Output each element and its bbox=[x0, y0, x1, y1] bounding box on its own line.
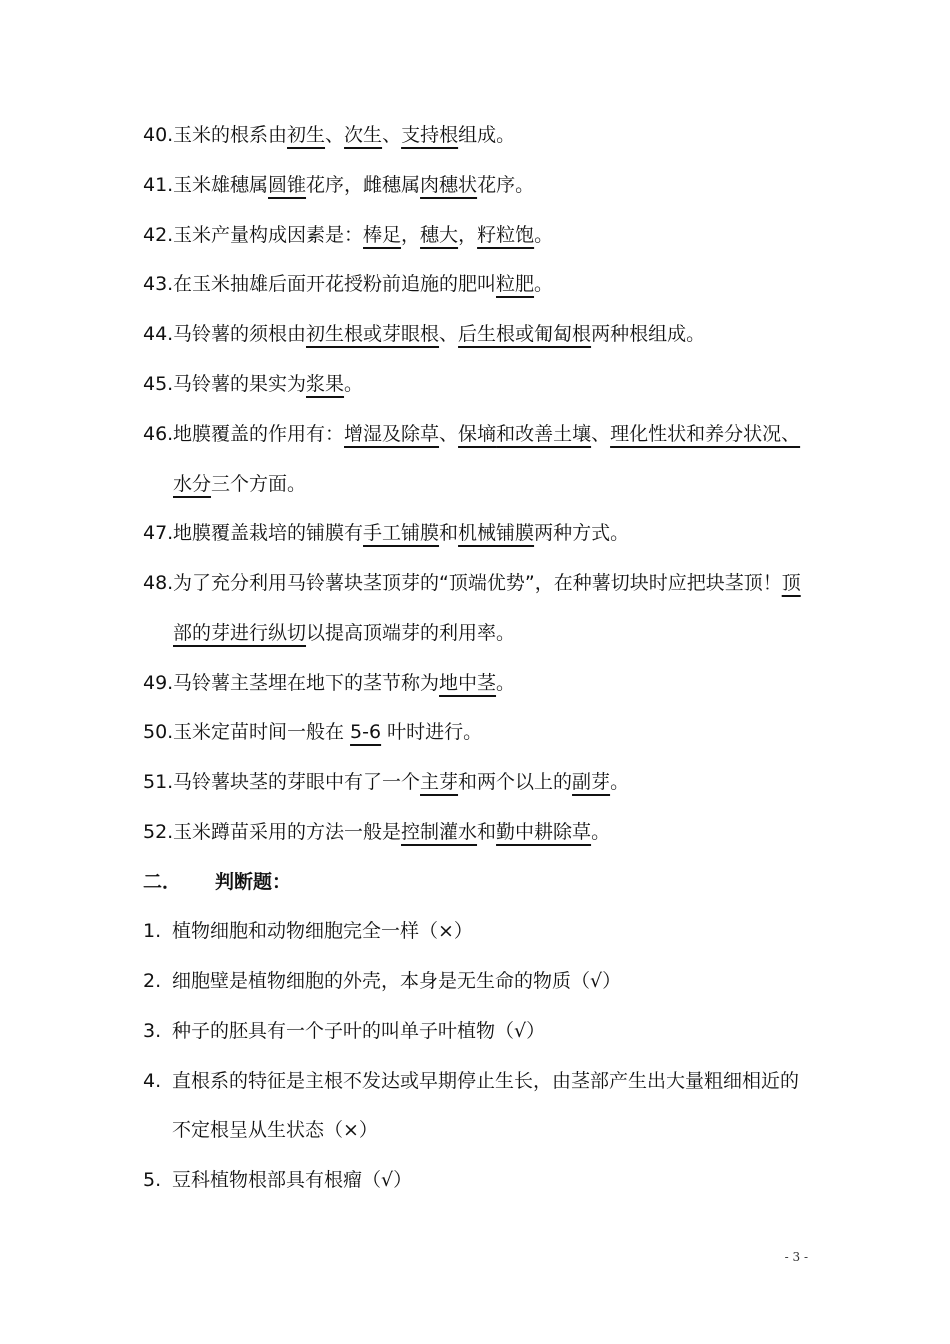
answer-blank: 支持根 bbox=[401, 124, 459, 146]
item-number: 5. bbox=[143, 1169, 162, 1191]
item-text: 为了充分利用马铃薯块茎顶芽的“顶端优势”，在种薯切块时应把块茎顶！顶 bbox=[173, 572, 801, 594]
item-number: 50. bbox=[143, 721, 174, 743]
answer-blank: 水分 bbox=[173, 473, 212, 495]
item-number: 45. bbox=[143, 373, 174, 395]
item-text: 种子的胚具有一个子叶的叫单子叶植物（√） bbox=[172, 1020, 546, 1042]
section-number: 二． bbox=[143, 871, 182, 893]
answer-blank: 地中茎 bbox=[439, 672, 497, 694]
item-number: 51. bbox=[143, 771, 174, 793]
item-number: 52. bbox=[143, 821, 174, 843]
item-text: 地膜覆盖的作用有：增湿及除草、保墒和改善土壤、理化性状和养分状况、 bbox=[173, 423, 801, 445]
item-number: 40. bbox=[143, 124, 174, 146]
answer-blank: 初生 bbox=[287, 124, 326, 146]
section-title: 判断题： bbox=[215, 871, 292, 893]
item-number: 42. bbox=[143, 224, 174, 246]
answer-blank: 增湿及除草 bbox=[344, 423, 440, 445]
item-text: 玉米蹲苗采用的方法一般是控制灌水和勤中耕除草。 bbox=[173, 821, 611, 843]
answer-blank: 和改善土壤 bbox=[496, 423, 592, 445]
answer-blank: 机械铺膜 bbox=[458, 522, 535, 544]
item-text: 马铃薯主茎埋在地下的茎节称为地中茎。 bbox=[173, 672, 516, 694]
item-number: 44. bbox=[143, 323, 174, 345]
item-number: 1. bbox=[143, 920, 162, 942]
item-text: 细胞壁是植物细胞的外壳，本身是无生命的物质（√） bbox=[172, 970, 622, 992]
item-text: 马铃薯的须根由初生根或芽眼根、后生根或匍匐根两种根组成。 bbox=[173, 323, 706, 345]
answer-blank: 部的芽进行纵切 bbox=[173, 622, 307, 644]
answer-blank: 粒肥 bbox=[496, 273, 535, 295]
item-text: 马铃薯的果实为浆果。 bbox=[173, 373, 364, 395]
answer-blank: 主芽 bbox=[420, 771, 459, 793]
item-text: 水分三个方面。 bbox=[173, 473, 307, 495]
section-heading bbox=[143, 865, 291, 899]
item-number: 43. bbox=[143, 273, 174, 295]
answer-blank: 籽粒饱 bbox=[477, 224, 535, 246]
item-number: 49. bbox=[143, 672, 174, 694]
item-text: 玉米产量构成因素是：棒足，穗大，籽粒饱。 bbox=[173, 224, 554, 246]
answer-blank: 次生 bbox=[344, 124, 383, 146]
item-text: 豆科植物根部具有根瘤（√） bbox=[172, 1169, 413, 1191]
item-text: 不定根呈从生状态（×） bbox=[172, 1119, 378, 1141]
answer-blank: 保墒 bbox=[458, 423, 497, 445]
answer-blank: 穗大 bbox=[420, 224, 459, 246]
item-text: 地膜覆盖栽培的铺膜有手工铺膜和机械铺膜两种方式。 bbox=[173, 522, 630, 544]
answer-blank: 圆锥 bbox=[268, 174, 307, 196]
answer-blank: 浆果 bbox=[306, 373, 345, 395]
answer-blank: 初生根或芽眼根 bbox=[306, 323, 440, 345]
answer-blank: 副芽 bbox=[572, 771, 611, 793]
item-text: 直根系的特征是主根不发达或早期停止生长，由茎部产生出大量粗细相近的 bbox=[172, 1070, 800, 1092]
item-number: 47. bbox=[143, 522, 174, 544]
item-number: 3. bbox=[143, 1020, 162, 1042]
answer-blank: 5-6 bbox=[350, 721, 382, 743]
item-text: 在玉米抽雄后面开花授粉前追施的肥叫粒肥。 bbox=[173, 273, 554, 295]
answer-blank: 棒足 bbox=[363, 224, 402, 246]
item-number: 4. bbox=[143, 1070, 162, 1092]
item-text: 玉米雄穗属圆锥花序，雌穗属肉穗状花序。 bbox=[173, 174, 535, 196]
answer-blank: 顶 bbox=[781, 572, 801, 594]
answer-blank: 后生根或匍匐根 bbox=[458, 323, 592, 345]
item-number: 46. bbox=[143, 423, 174, 445]
item-number: 2. bbox=[143, 970, 162, 992]
item-text: 植物细胞和动物细胞完全一样（×） bbox=[172, 920, 473, 942]
answer-blank: 手工铺膜 bbox=[363, 522, 440, 544]
item-number: 41. bbox=[143, 174, 174, 196]
item-text: 玉米的根系由初生、次生、支持根组成。 bbox=[173, 124, 516, 146]
item-text: 马铃薯块茎的芽眼中有了一个主芽和两个以上的副芽。 bbox=[173, 771, 630, 793]
item-text: 部的芽进行纵切以提高顶端芽的利用率。 bbox=[173, 622, 516, 644]
page-number: - 3 - bbox=[784, 1250, 808, 1264]
item-number: 48. bbox=[143, 572, 174, 594]
answer-blank: 控制灌水 bbox=[401, 821, 478, 843]
answer-blank: 勤中耕除草 bbox=[496, 821, 592, 843]
answer-blank: 肉穗状 bbox=[420, 174, 478, 196]
answer-blank: 理化性状和养分状况、 bbox=[610, 423, 801, 445]
item-text: 玉米定苗时间一般在 5-6 叶时进行。 bbox=[173, 721, 483, 743]
